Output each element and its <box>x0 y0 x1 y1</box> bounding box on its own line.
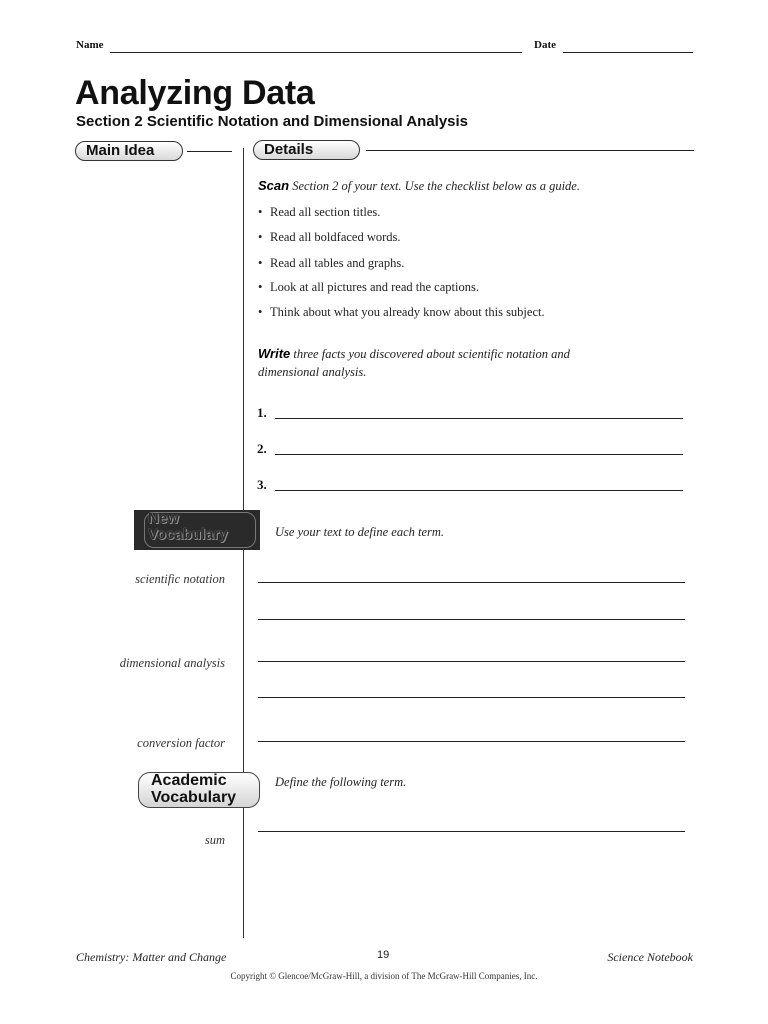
write-instruction-line1: three facts you discovered about scientific notation and <box>290 347 570 361</box>
new-vocabulary-instruction: Use your text to define each term. <box>275 525 445 539</box>
write-instruction-line2: dimensional analysis. <box>258 365 367 379</box>
checklist-item <box>258 280 479 295</box>
new-vocabulary-label-line1: New <box>148 510 179 527</box>
name-label: Name <box>76 39 104 51</box>
definition-line[interactable] <box>258 619 685 620</box>
name-field[interactable] <box>110 52 522 53</box>
checklist-item-text: Look at all pictures and read the captions. <box>270 280 479 294</box>
academic-vocabulary-label-line2: Vocabulary <box>151 789 237 806</box>
bullet-glyph: • <box>258 280 263 294</box>
academic-vocabulary-badge <box>138 772 260 808</box>
date-label: Date <box>534 39 556 51</box>
checklist-item-text: Read all boldfaced words. <box>270 230 401 244</box>
fact-number: 1. <box>257 405 267 420</box>
main-idea-tab: Main Idea <box>75 141 183 161</box>
scan-instruction-text: Section 2 of your text. Use the checklist below as a guide. <box>289 179 580 193</box>
scan-instruction <box>258 178 580 194</box>
checklist-item <box>258 230 401 245</box>
bullet-glyph: • <box>258 305 263 319</box>
definition-line[interactable] <box>258 661 685 662</box>
page-subtitle: Section 2 Scientific Notation and Dimensional Analysis <box>76 113 469 130</box>
vocab-term: dimensional analysis <box>119 656 225 670</box>
page-number: 19 <box>377 949 390 961</box>
academic-vocabulary-label-line1: Academic <box>151 772 227 789</box>
page-title: Analyzing Data <box>75 74 315 112</box>
fact-number: 3. <box>257 477 267 492</box>
fact-answer-line[interactable] <box>275 490 683 491</box>
copyright-notice: Copyright © Glencoe/McGraw-Hill, a division of The McGraw-Hill Companies, Inc. <box>230 971 538 981</box>
main-idea-rule <box>187 151 232 152</box>
details-rule <box>366 150 694 151</box>
checklist-item <box>258 305 545 320</box>
bullet-glyph: • <box>258 205 263 219</box>
bullet-glyph: • <box>258 230 263 244</box>
new-vocabulary-badge <box>134 510 260 550</box>
definition-line[interactable] <box>258 831 685 832</box>
new-vocabulary-label <box>148 511 228 543</box>
footer-notebook-label: Science Notebook <box>607 950 693 964</box>
checklist-item <box>258 205 380 220</box>
definition-line[interactable] <box>258 697 685 698</box>
vocab-term: scientific notation <box>135 572 225 586</box>
academic-vocabulary-label <box>151 772 236 806</box>
definition-line[interactable] <box>258 582 685 583</box>
write-keyword: Write <box>258 346 291 361</box>
checklist-item-text: Read all section titles. <box>270 205 381 219</box>
vocab-term: conversion factor <box>137 736 225 750</box>
academic-vocabulary-instruction: Define the following term. <box>275 775 407 789</box>
vocab-term: sum <box>204 833 225 847</box>
checklist-item-text: Think about what you already know about this subject. <box>270 305 545 319</box>
fact-number: 2. <box>257 441 267 456</box>
scan-keyword: Scan <box>258 178 290 193</box>
checklist-item <box>258 256 404 271</box>
fact-answer-line[interactable] <box>275 418 683 419</box>
bullet-glyph: • <box>258 256 263 270</box>
footer-book-title: Chemistry: Matter and Change <box>76 950 227 964</box>
details-tab: Details <box>253 140 360 160</box>
write-instruction <box>258 345 678 381</box>
date-field[interactable] <box>563 52 693 53</box>
definition-line[interactable] <box>258 741 685 742</box>
checklist-item-text: Read all tables and graphs. <box>270 256 405 270</box>
new-vocabulary-label-line2: Vocabulary <box>148 526 228 543</box>
fact-answer-line[interactable] <box>275 454 683 455</box>
